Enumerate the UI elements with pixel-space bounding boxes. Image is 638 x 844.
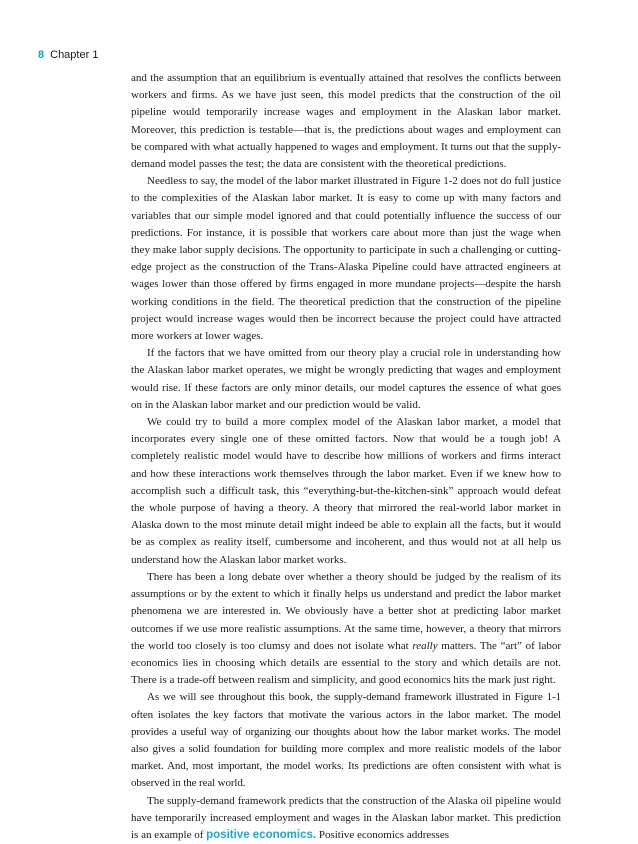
paragraph	[131, 569, 561, 689]
running-header	[38, 48, 98, 62]
paragraph: If the factors that we have omitted from our theory play a crucial role in understanding how the Alaskan labor market operates, we might be wrongly predicting that wages and employment would rise. If these factors are only minor details, our model captures the essence of what goes on in the Alaskan labor market and our prediction would be valid.	[131, 347, 561, 411]
paragraph-text: Positive economics addresses	[316, 828, 449, 841]
paragraph: We could try to build a more complex model of the Alaskan labor market, a model that incorporates every single one of these omitted factors. Now that would be a tough job! A completely realistic model would have to describe how millions of workers and firms interact and how these interactions work themselves through the labor market. Even if we knew how to accomplish such a difficult task, this “everything-but-the-kitchen-sink” approach would defeat the whole purpose of having a theory. A theory that mirrored the real-world labor market in Alaska down to the most minute detail might indeed be able to explain all the facts, but it would be as complex as reality itself, cumbersome and incoherent, and thus would not at all help us understand how the Alaskan labor market works.	[131, 416, 561, 566]
paragraph	[131, 793, 561, 844]
body-text	[131, 70, 561, 844]
paragraph-text: There has been a long debate over whether a theory should be judged by the realism of its assumptions or by the extent to which it finally helps us understand and predict the labor market phenomena we are interested in. We obviously have a better shot at predicting labor market outcomes if we use more realistic assumptions. At the same time, however, a theory that mirrors the world too closely is too clumsy and does not isolate what	[131, 570, 561, 652]
paragraph: Needless to say, the model of the labor market illustrated in Figure 1-2 does not do full justice to the complexities of the Alaskan labor market. It is easy to come up with many factors and variables that our simple model ignored and that could potentially influence the success of our predictions. For instance, it is possible that workers care about more than just the wage when they make labor supply decisions. The opportunity to participate in such a challenging or cutting-edge project as the construction of the Trans-Alaska Pipeline could have attracted engineers at wages lower than those offered by firms engaged in more mundane projects—despite the harsh working conditions in the field. The theoretical prediction that the construction of the pipeline project would increase wages would then be incorrect because the project could have attracted more workers at lower wages.	[131, 175, 561, 343]
paragraph: As we will see throughout this book, the supply-demand framework illustrated in Figure 1-1 often isolates the key factors that motivate the various actors in the labor market. The model provides a useful way of organizing our thoughts about how the labor market works. The model also gives a solid foundation for building more complex and more realistic models of the labor market. And, most important, the model works. Its predictions are often consistent with what is observed in the real world.	[131, 691, 561, 790]
page-number: 8	[38, 49, 45, 61]
key-term: positive economics.	[206, 828, 317, 841]
chapter-label: Chapter 1	[50, 49, 99, 61]
paragraph-text: matters. The “art” of labor economics lies in choosing which details are essential to the story and which details are not. There is a trade-off between realism and simplicity, and good economics hits the mark just right.	[131, 639, 561, 687]
paragraph: and the assumption that an equilibrium is eventually attained that resolves the conflicts between workers and firms. As we have just seen, this model predicts that the construction of the oil pipeline would temporarily increase wages and employment in the Alaskan labor market. Moreover, this prediction is testable—that is, the predictions about wages and employment can be compared with what actually happened to wages and employment. It turns out that the supply-demand model passes the test; the data are consistent with the theoretical predictions.	[131, 72, 561, 171]
paragraph-text: The supply-demand framework predicts that the construction of the Alaska oil pipeline would have temporarily increased employment and wages in the Alaskan labor market. This prediction is an example of	[131, 794, 561, 841]
emphasis-text: really	[412, 639, 438, 652]
